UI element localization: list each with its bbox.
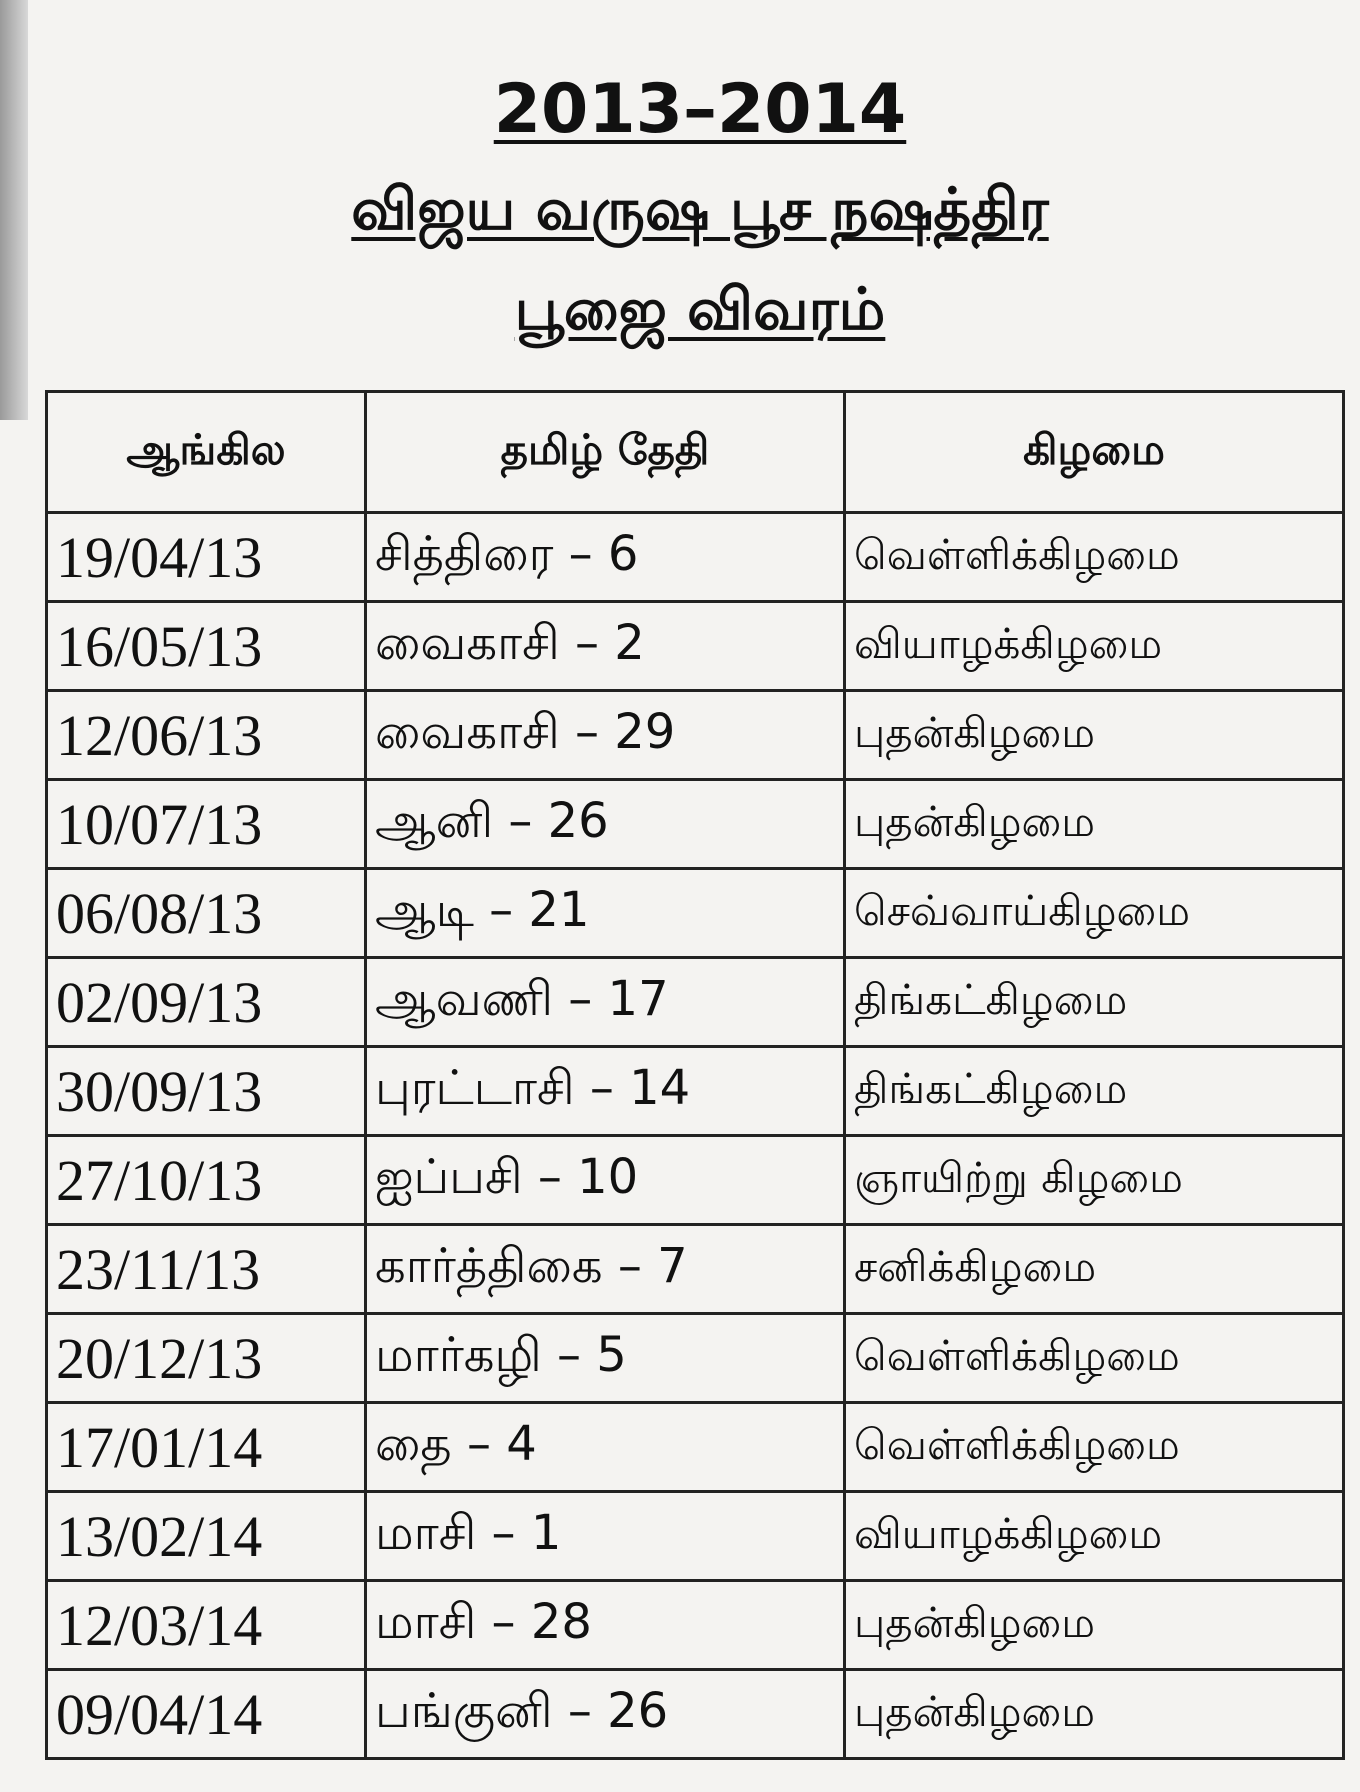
weekday-cell: புதன்கிழமை	[845, 1581, 1344, 1670]
weekday-cell: வெள்ளிக்கிழமை	[845, 513, 1344, 602]
weekday-cell: வியாழக்கிழமை	[845, 1492, 1344, 1581]
header-english-date: ஆங்கில	[47, 392, 366, 513]
weekday-cell: சனிக்கிழமை	[845, 1225, 1344, 1314]
weekday-cell: புதன்கிழமை	[845, 1670, 1344, 1759]
tamil-date-cell: ஆனி – 26	[366, 780, 845, 869]
table-row	[47, 691, 1344, 780]
weekday-cell: திங்கட்கிழமை	[845, 1047, 1344, 1136]
english-date-cell: 12/06/13	[47, 691, 366, 780]
english-date-cell: 17/01/14	[47, 1403, 366, 1492]
pooja-schedule-table	[45, 390, 1345, 1760]
tamil-date-cell: வைகாசி – 2	[366, 602, 845, 691]
tamil-date-cell: மாசி – 28	[366, 1581, 845, 1670]
english-date-cell: 23/11/13	[47, 1225, 366, 1314]
table-row	[47, 1225, 1344, 1314]
table-row	[47, 1136, 1344, 1225]
table-row	[47, 513, 1344, 602]
tamil-date-cell: பங்குனி – 26	[366, 1670, 845, 1759]
weekday-cell: செவ்வாய்கிழமை	[845, 869, 1344, 958]
table-row	[47, 1492, 1344, 1581]
weekday-cell: வெள்ளிக்கிழமை	[845, 1314, 1344, 1403]
table-row	[47, 780, 1344, 869]
english-date-cell: 30/09/13	[47, 1047, 366, 1136]
title-year: 2013–2014	[493, 70, 907, 149]
tamil-date-cell: ஆவணி – 17	[366, 958, 845, 1047]
table-row	[47, 869, 1344, 958]
tamil-date-cell: தை – 4	[366, 1403, 845, 1492]
english-date-cell: 09/04/14	[47, 1670, 366, 1759]
table-row	[47, 1314, 1344, 1403]
weekday-cell: புதன்கிழமை	[845, 691, 1344, 780]
tamil-date-cell: புரட்டாசி – 14	[366, 1047, 845, 1136]
table-row	[47, 958, 1344, 1047]
table-row	[47, 602, 1344, 691]
weekday-cell: புதன்கிழமை	[845, 780, 1344, 869]
english-date-cell: 20/12/13	[47, 1314, 366, 1403]
weekday-cell: வெள்ளிக்கிழமை	[845, 1403, 1344, 1492]
tamil-date-cell: மாசி – 1	[366, 1492, 845, 1581]
english-date-cell: 13/02/14	[47, 1492, 366, 1581]
weekday-cell: வியாழக்கிழமை	[845, 602, 1344, 691]
weekday-cell: ஞாயிற்று கிழமை	[845, 1136, 1344, 1225]
header-tamil-date: தமிழ் தேதி	[366, 392, 845, 513]
title-line-2: பூஜை விவரம்	[514, 275, 886, 343]
title-line-1: விஜய வருஷ பூச நஷத்திர	[351, 175, 1049, 243]
english-date-cell: 10/07/13	[47, 780, 366, 869]
tamil-date-cell: வைகாசி – 29	[366, 691, 845, 780]
table-row	[47, 1670, 1344, 1759]
table-row	[47, 1581, 1344, 1670]
tamil-date-cell: ஆடி – 21	[366, 869, 845, 958]
english-date-cell: 27/10/13	[47, 1136, 366, 1225]
english-date-cell: 06/08/13	[47, 869, 366, 958]
weekday-cell: திங்கட்கிழமை	[845, 958, 1344, 1047]
tamil-date-cell: கார்த்திகை – 7	[366, 1225, 845, 1314]
english-date-cell: 16/05/13	[47, 602, 366, 691]
header-weekday: கிழமை	[845, 392, 1344, 513]
tamil-date-cell: சித்திரை – 6	[366, 513, 845, 602]
english-date-cell: 02/09/13	[47, 958, 366, 1047]
tamil-date-cell: மார்கழி – 5	[366, 1314, 845, 1403]
table-row	[47, 1403, 1344, 1492]
english-date-cell: 19/04/13	[47, 513, 366, 602]
tamil-date-cell: ஐப்பசி – 10	[366, 1136, 845, 1225]
table-row	[47, 1047, 1344, 1136]
english-date-cell: 12/03/14	[47, 1581, 366, 1670]
header-row	[47, 392, 1344, 513]
